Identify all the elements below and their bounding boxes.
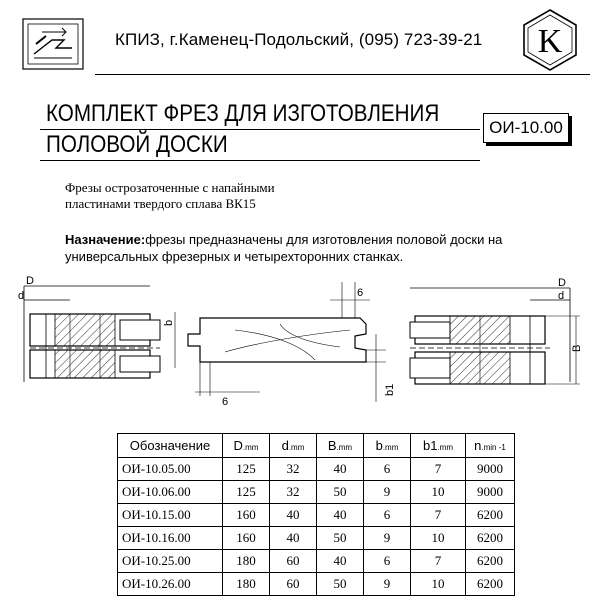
cell-b1: 10: [411, 481, 466, 504]
label-six-top: 6: [357, 287, 364, 299]
title-line-2: ПОЛОВОЙ ДОСКИ: [46, 131, 228, 158]
cell-B: 40: [317, 550, 364, 573]
cell-b: 9: [364, 573, 411, 596]
cell-n: 6200: [466, 573, 515, 596]
floor-board-profile: [175, 282, 386, 402]
purpose-text: фрезы предназначены для изготовления половой доски на универсальных фрезерных и четырехторонних станках.: [65, 232, 503, 264]
cell-n: 6200: [466, 527, 515, 550]
header-d: d.mm: [270, 434, 317, 458]
cell-B: 50: [317, 573, 364, 596]
header-designation: Обозначение: [118, 434, 223, 458]
cell-d: 60: [270, 573, 317, 596]
cell-d: 60: [270, 550, 317, 573]
cell-D: 160: [223, 504, 270, 527]
table-row: [118, 458, 515, 481]
specification-table: [117, 433, 515, 596]
header-divider: [95, 74, 590, 75]
table-row: [118, 504, 515, 527]
right-cutter-section: [410, 288, 580, 384]
technical-drawing: [10, 272, 595, 422]
cell-d: 32: [270, 481, 317, 504]
cell-n: 6200: [466, 550, 515, 573]
cell-b1: 10: [411, 573, 466, 596]
cell-b: 9: [364, 527, 411, 550]
cell-b1: 7: [411, 504, 466, 527]
label-d-left: d: [18, 290, 25, 302]
header-D: D.mm: [223, 434, 270, 458]
table-row: [118, 573, 515, 596]
cell-D: 160: [223, 527, 270, 550]
cell-D: 180: [223, 573, 270, 596]
cell-b: 6: [364, 550, 411, 573]
company-logo-k-icon: [518, 8, 582, 72]
table-row: [118, 550, 515, 573]
cell-d: 40: [270, 527, 317, 550]
cell-B: 50: [317, 481, 364, 504]
cell-n: 9000: [466, 458, 515, 481]
cell-b: 6: [364, 504, 411, 527]
cell-b: 9: [364, 481, 411, 504]
cell-b1: 10: [411, 527, 466, 550]
table-row: [118, 527, 515, 550]
header-b1: b1.mm: [411, 434, 466, 458]
company-logo-left-icon: [22, 18, 84, 70]
cell-n: 9000: [466, 481, 515, 504]
purpose-label: Назначение:: [65, 232, 146, 247]
cell-D: 180: [223, 550, 270, 573]
cell-B: 50: [317, 527, 364, 550]
logo-letter: K: [537, 23, 563, 60]
cell-designation: ОИ-10.05.00: [118, 458, 223, 481]
title-line-1: КОМПЛЕКТ ФРЕЗ ДЛЯ ИЗГОТОВЛЕНИЯ: [46, 100, 440, 127]
cell-d: 40: [270, 504, 317, 527]
header-n: n.min -1: [466, 434, 515, 458]
label-d-right: d: [558, 290, 565, 302]
purpose-paragraph: [65, 231, 565, 265]
label-D-left: D: [26, 275, 34, 287]
cell-designation: ОИ-10.25.00: [118, 550, 223, 573]
cell-D: 125: [223, 458, 270, 481]
cell-B: 40: [317, 458, 364, 481]
cutter-description: [65, 180, 275, 212]
title-divider-1: [40, 129, 480, 130]
company-contact-line: КПИЗ, г.Каменец-Подольский, (095) 723-39-21: [115, 30, 483, 49]
product-code-badge: ОИ-10.00: [483, 113, 569, 143]
left-cutter-section: [24, 286, 160, 382]
cell-designation: ОИ-10.16.00: [118, 527, 223, 550]
description-line-2: пластинами твердого сплава ВК15: [65, 196, 256, 211]
header-b: b.mm: [364, 434, 411, 458]
table-header-row: [118, 434, 515, 458]
cell-D: 125: [223, 481, 270, 504]
title-divider-2: [40, 160, 480, 161]
cell-designation: ОИ-10.06.00: [118, 481, 223, 504]
cell-d: 32: [270, 458, 317, 481]
header-B: B.mm: [317, 434, 364, 458]
cell-designation: ОИ-10.26.00: [118, 573, 223, 596]
label-B: B: [571, 344, 583, 352]
cell-B: 40: [317, 504, 364, 527]
cell-n: 6200: [466, 504, 515, 527]
label-six-bottom: 6: [222, 396, 229, 408]
label-b: b: [163, 319, 175, 326]
cell-b: 6: [364, 458, 411, 481]
cell-b1: 7: [411, 458, 466, 481]
cell-b1: 7: [411, 550, 466, 573]
label-b1: b1: [384, 383, 396, 396]
cell-designation: ОИ-10.15.00: [118, 504, 223, 527]
description-line-1: Фрезы острозаточенные с напайными: [65, 180, 275, 195]
table-row: [118, 481, 515, 504]
label-D-right: D: [558, 277, 566, 289]
